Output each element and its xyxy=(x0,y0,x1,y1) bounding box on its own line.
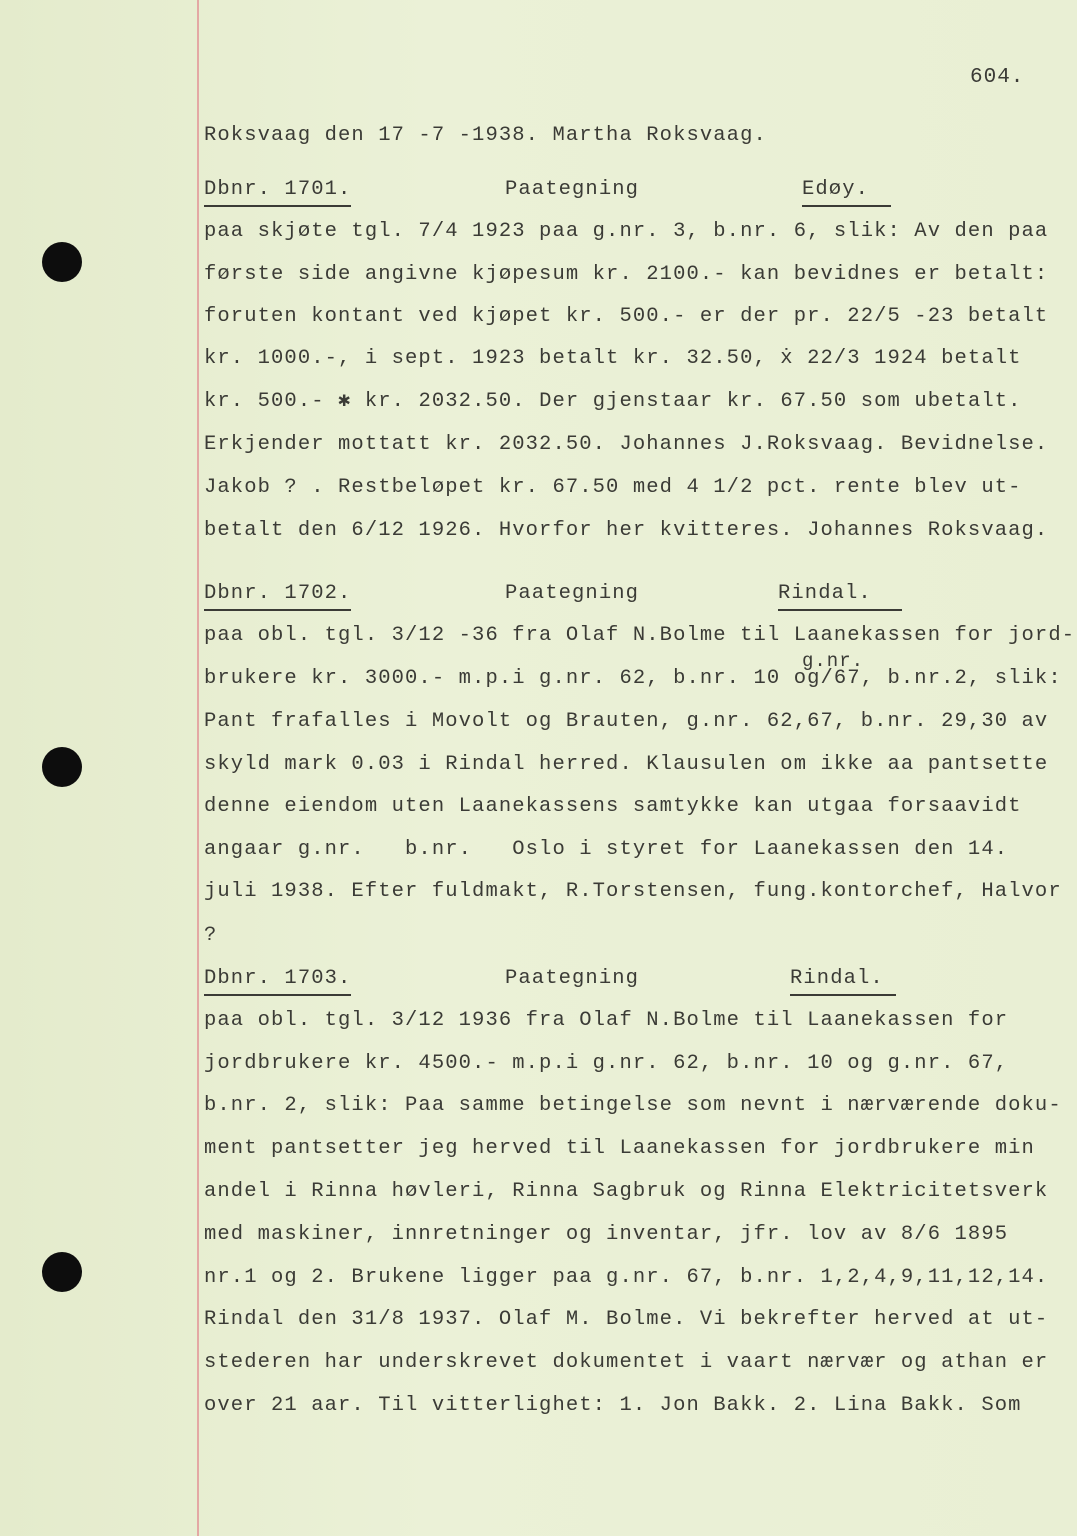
entry-text-line: juli 1938. Efter fuldmakt, R.Torstensen, fung.kontorchef, Halvor xyxy=(204,880,1062,903)
entry-text-line: Jakob ? . Restbeløpet kr. 67.50 med 4 1/2 pct. rente blev ut- xyxy=(204,476,1022,499)
entry-text-line: med maskiner, innretninger og inventar, jfr. lov av 8/6 1895 xyxy=(204,1223,1009,1246)
entry-text-line: foruten kontant ved kjøpet kr. 500.- er der pr. 22/5 -23 betalt xyxy=(204,305,1049,328)
margin-line xyxy=(197,0,199,1536)
entry-text-line: kr. 500.- ✱ kr. 2032.50. Der gjenstaar kr. 67.50 som ubetalt. xyxy=(204,390,1022,413)
opening-line: Roksvaag den 17 -7 -1938. Martha Roksvaag. xyxy=(204,124,767,147)
entry-dbnr: Dbnr. 1701. xyxy=(204,180,351,207)
entry-text-line: ment pantsetter jeg herved til Laanekassen for jordbrukere min xyxy=(204,1137,1035,1160)
entry-text-line: kr. 1000.-, i sept. 1923 betalt kr. 32.50, ẋ 22/3 1924 betalt xyxy=(204,347,1022,370)
entry-text-line: paa obl. tgl. 3/12 -36 fra Olaf N.Bolme til Laanekassen for jord- xyxy=(204,624,1076,647)
entry-dbnr: Dbnr. 1702. xyxy=(204,584,351,611)
entry-text-line: paa skjøte tgl. 7/4 1923 paa g.nr. 3, b.nr. 6, slik: Av den paa xyxy=(204,220,1049,243)
entry-dbnr: Dbnr. 1703. xyxy=(204,969,351,996)
interlinear-insertion: g.nr. xyxy=(802,650,865,672)
entry-text-line: over 21 aar. Til vitterlighet: 1. Jon Bakk. 2. Lina Bakk. Som xyxy=(204,1394,1022,1417)
entry-text-line: nr.1 og 2. Brukene ligger paa g.nr. 67, b.nr. 1,2,4,9,11,12,14. xyxy=(204,1266,1049,1289)
entry-text-line: betalt den 6/12 1926. Hvorfor her kvitteres. Johannes Roksvaag. xyxy=(204,519,1049,542)
entry-place: Rindal. xyxy=(778,584,902,611)
entry-text-line: Pant frafalles i Movolt og Brauten, g.nr. 62,67, b.nr. 29,30 av xyxy=(204,710,1049,733)
entry-text-line: paa obl. tgl. 3/12 1936 fra Olaf N.Bolme til Laanekassen for xyxy=(204,1009,1009,1032)
entry-type: Paategning xyxy=(505,967,640,990)
entry-text-line: skyld mark 0.03 i Rindal herred. Klausulen om ikke aa pantsette xyxy=(204,753,1049,776)
entry-place: Rindal. xyxy=(790,969,896,996)
entry-text-line: brukere kr. 3000.- m.p.i g.nr. 62, b.nr. 10 og/67, b.nr.2, slik: xyxy=(204,667,1062,690)
entry-text-line: ? xyxy=(204,924,218,947)
entry-text-line: denne eiendom uten Laanekassens samtykke kan utgaa forsaavidt xyxy=(204,795,1022,818)
entry-text-line: første side angivne kjøpesum kr. 2100.- kan bevidnes er betalt: xyxy=(204,263,1049,286)
entry-text-line: andel i Rinna høvleri, Rinna Sagbruk og Rinna Elektricitetsverk xyxy=(204,1180,1049,1203)
entry-type: Paategning xyxy=(505,178,640,201)
entry-text-line: jordbrukere kr. 4500.- m.p.i g.nr. 62, b.nr. 10 og g.nr. 67, xyxy=(204,1052,1009,1075)
punch-hole xyxy=(42,747,82,787)
entry-text-line: angaar g.nr. b.nr. Oslo i styret for Laanekassen den 14. xyxy=(204,838,1009,861)
entry-place: Edøy. xyxy=(802,180,891,207)
punch-hole xyxy=(42,1252,82,1292)
entry-text-line: b.nr. 2, slik: Paa samme betingelse som nevnt i nærværende doku- xyxy=(204,1094,1062,1117)
entry-text-line: Rindal den 31/8 1937. Olaf M. Bolme. Vi bekrefter herved at ut- xyxy=(204,1308,1049,1331)
punch-hole xyxy=(42,242,82,282)
entry-text-line: Erkjender mottatt kr. 2032.50. Johannes J.Roksvaag. Bevidnelse. xyxy=(204,433,1049,456)
entry-text-line: stederen har underskrevet dokumentet i vaart nærvær og athan er xyxy=(204,1351,1049,1374)
page-number: 604. xyxy=(970,66,1025,89)
entry-type: Paategning xyxy=(505,582,640,605)
